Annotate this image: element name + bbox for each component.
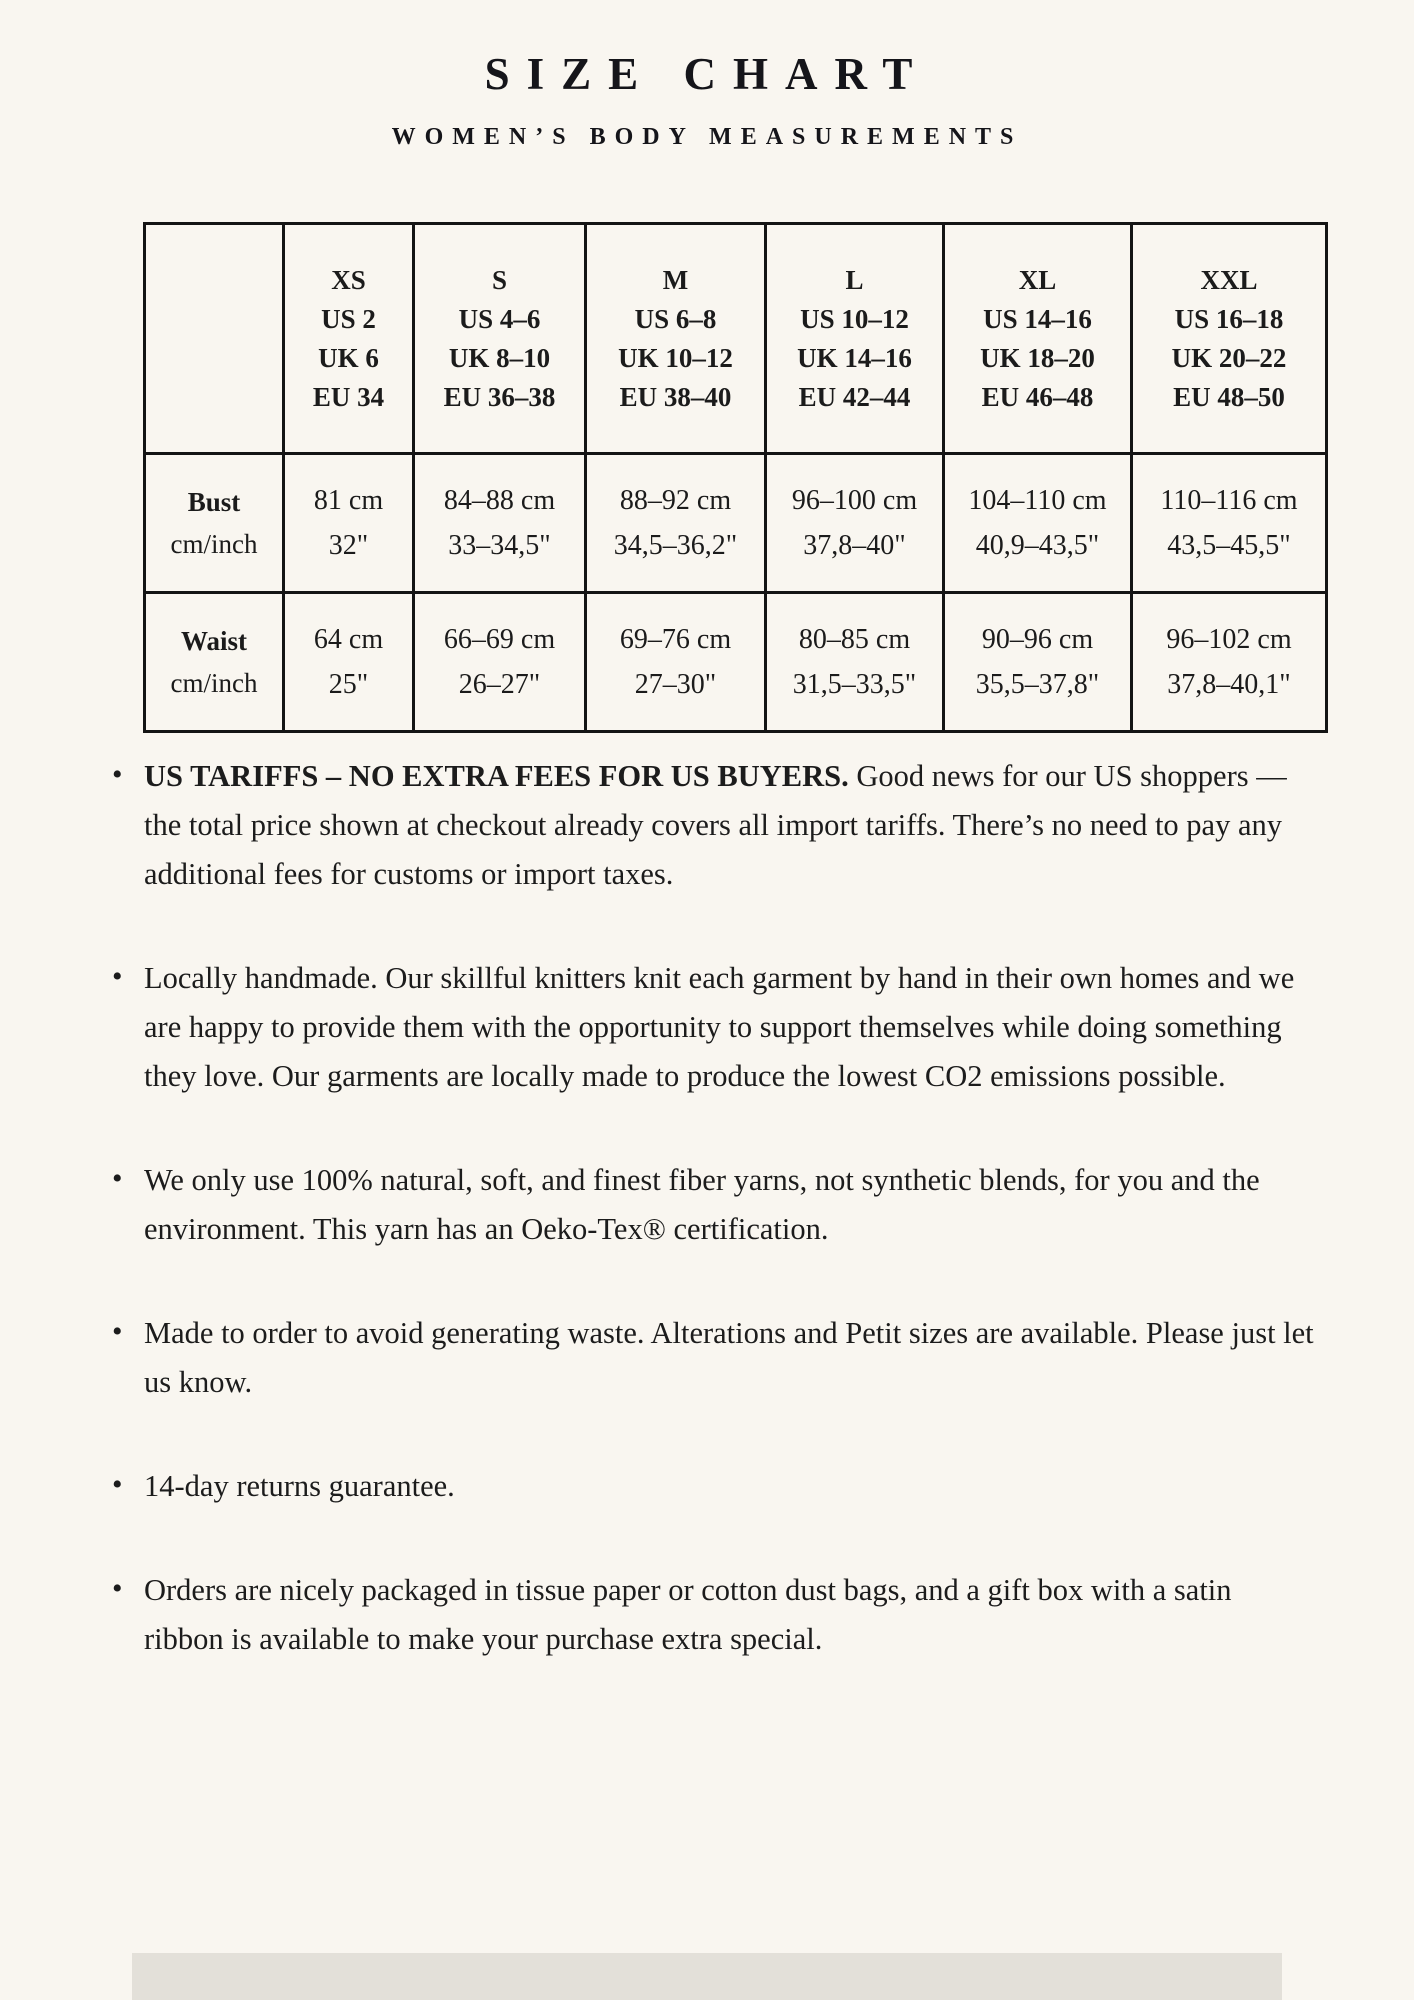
column-header-m <box>586 224 766 454</box>
corner-cell <box>145 224 284 454</box>
list-item-locally-handmade <box>110 954 1315 1101</box>
us-size: US 10–12 <box>800 303 909 334</box>
list-item-made-to-order <box>110 1309 1315 1407</box>
uk-size: UK 20–22 <box>1171 342 1287 373</box>
cm-value: 81 cm <box>313 485 384 516</box>
column-header-s <box>414 224 586 454</box>
row-header-waist <box>145 593 284 732</box>
us-size: US 2 <box>321 303 376 334</box>
table-cell <box>766 593 944 732</box>
cm-value: 64 cm <box>313 624 384 655</box>
cm-value: 88–92 cm <box>619 485 732 516</box>
cm-value: 104–110 cm <box>968 485 1107 516</box>
cm-value: 96–100 cm <box>791 485 918 516</box>
size-label: XL <box>1018 264 1057 295</box>
eu-size: EU 48–50 <box>1173 381 1285 412</box>
info-bullet-list <box>110 752 1315 1719</box>
eu-size: EU 34 <box>312 381 385 412</box>
column-header-xs <box>284 224 414 454</box>
inch-value: 25" <box>328 669 369 700</box>
row-label: Waist <box>180 626 247 656</box>
size-label: L <box>845 264 864 295</box>
inch-value: 35,5–37,8" <box>975 669 1100 700</box>
list-item-us-tariffs <box>110 752 1315 899</box>
bullet-text: Orders are nicely packaged in tissue paper or cotton dust bags, and a gift box with a satin ribbon is available to make your purchase extra special. <box>144 1573 1232 1656</box>
table-cell <box>944 593 1132 732</box>
bust-row <box>145 454 1327 593</box>
uk-size: UK 6 <box>318 342 379 373</box>
inch-value: 33–34,5" <box>448 530 551 561</box>
bullet-text: Good news for our US shoppers — the total price shown at checkout already covers all import tariffs. There’s no need to pay any additional fees for customs or import taxes. <box>144 759 1287 891</box>
inch-value: 37,8–40" <box>803 530 906 561</box>
cm-value: 69–76 cm <box>619 624 732 655</box>
table-cell <box>586 593 766 732</box>
inch-value: 40,9–43,5" <box>975 530 1100 561</box>
table-cell <box>414 593 586 732</box>
cm-value: 80–85 cm <box>798 624 911 655</box>
table-cell <box>284 593 414 732</box>
column-header-xxl <box>1132 224 1327 454</box>
eu-size: EU 46–48 <box>981 381 1094 412</box>
inch-value: 37,8–40,1" <box>1167 669 1291 700</box>
size-label: S <box>491 264 508 295</box>
table-cell <box>414 454 586 593</box>
cm-value: 84–88 cm <box>443 485 556 516</box>
us-size: US 6–8 <box>634 303 717 334</box>
row-unit: cm/inch <box>170 529 258 559</box>
table-cell <box>586 454 766 593</box>
bottom-image-band <box>132 1953 1282 2000</box>
table-cell <box>284 454 414 593</box>
list-item-natural-yarns <box>110 1156 1315 1254</box>
eu-size: EU 36–38 <box>443 381 556 412</box>
cm-value: 96–102 cm <box>1166 624 1292 655</box>
page-subtitle: WOMEN’S BODY MEASUREMENTS <box>391 124 1023 150</box>
inch-value: 31,5–33,5" <box>792 669 917 700</box>
cm-value: 66–69 cm <box>443 624 556 655</box>
us-size: US 14–16 <box>983 303 1092 334</box>
inch-value: 27–30" <box>634 669 717 700</box>
bullet-text: Made to order to avoid generating waste. Alterations and Petit sizes are available. Please just let us know. <box>144 1316 1314 1399</box>
bullet-text: Locally handmade. Our skillful knitters knit each garment by hand in their own homes and we are happy to provide them with the opportunity to support themselves while doing something they love. Our garments are locally made to produce the lowest CO2 emissions possible. <box>144 961 1295 1093</box>
size-label: XS <box>331 264 366 295</box>
bullet-text: 14-day returns guarantee. <box>144 1469 455 1503</box>
row-unit: cm/inch <box>170 668 258 698</box>
eu-size: EU 42–44 <box>798 381 911 412</box>
uk-size: UK 14–16 <box>797 342 912 373</box>
size-label: M <box>662 264 689 295</box>
column-header-l <box>766 224 944 454</box>
list-item-returns-guarantee <box>110 1462 1315 1511</box>
table-cell <box>766 454 944 593</box>
bullet-lead: US TARIFFS – NO EXTRA FEES FOR US BUYERS. <box>144 759 849 793</box>
inch-value: 32" <box>328 530 369 561</box>
table-cell <box>1132 593 1327 732</box>
uk-size: UK 8–10 <box>448 342 551 373</box>
size-chart-table <box>143 222 1328 733</box>
cm-value: 110–116 cm <box>1160 485 1298 516</box>
uk-size: UK 18–20 <box>980 342 1095 373</box>
bullet-text: We only use 100% natural, soft, and finest fiber yarns, not synthetic blends, for you and the environment. This yarn has an Oeko-Tex® certification. <box>144 1163 1260 1246</box>
table-cell <box>944 454 1132 593</box>
cm-value: 90–96 cm <box>981 624 1094 655</box>
table-cell <box>1132 454 1327 593</box>
us-size: US 4–6 <box>458 303 541 334</box>
inch-value: 34,5–36,2" <box>613 530 738 561</box>
column-header-xl <box>944 224 1132 454</box>
us-size: US 16–18 <box>1174 303 1284 334</box>
row-header-bust <box>145 454 284 593</box>
size-label: XXL <box>1200 264 1258 295</box>
inch-value: 43,5–45,5" <box>1167 530 1291 561</box>
page-header <box>132 48 1282 151</box>
page-title: SIZE CHART <box>484 49 930 99</box>
list-item-packaging <box>110 1566 1315 1664</box>
table-header-row <box>145 224 1327 454</box>
waist-row <box>145 593 1327 732</box>
uk-size: UK 10–12 <box>618 342 733 373</box>
row-label: Bust <box>187 487 241 517</box>
eu-size: EU 38–40 <box>619 381 732 412</box>
inch-value: 26–27" <box>458 669 541 700</box>
